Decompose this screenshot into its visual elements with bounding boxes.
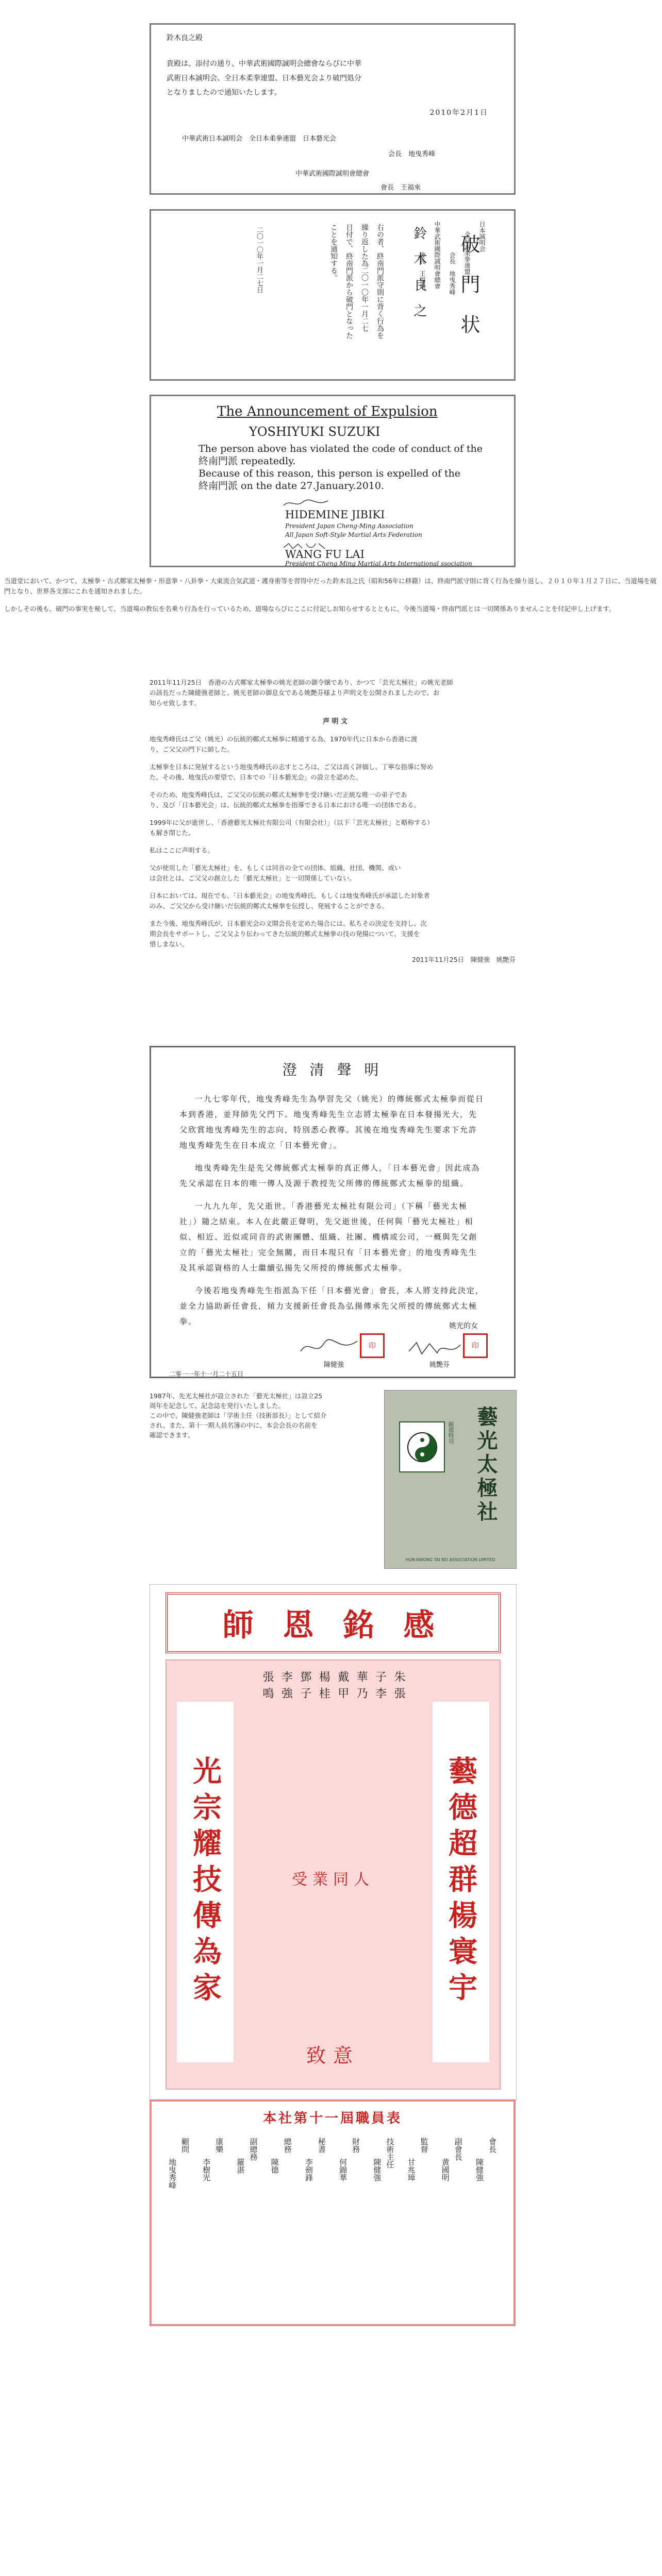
intro-paragraph: しかしその後も、破門の事実を秘して、当道場の教伝を名乗り行為を行っているため、道場ならびにここに付記しお知らせするとともに、今後当道場・終南門派とは一切関係ありませんことを付記申し上げます。 xyxy=(4,605,616,613)
officer-name: 李劍鋒 xyxy=(304,2158,313,2181)
officer-name: 地曳秀峰 xyxy=(168,2158,177,2189)
officer-role: 副總務 xyxy=(249,2138,258,2161)
officer-name: 陳健強 xyxy=(372,2158,382,2181)
english-announcement xyxy=(150,395,516,567)
hamon-title: 破 門 状 xyxy=(457,234,480,342)
statement-japanese xyxy=(150,677,521,965)
anniversary-line: 確認できます。 xyxy=(150,1431,194,1439)
statement-line: 私はここに声明する。 xyxy=(150,846,214,854)
statement-line: り、ご父父の門下に師した。 xyxy=(150,745,234,753)
banner-right-verse: 藝德超群楊寰宇 xyxy=(444,1756,478,2008)
chinese-signer-1: 陳健強 xyxy=(324,1361,344,1369)
officers-grid xyxy=(167,2138,498,2314)
banner-header xyxy=(166,1592,501,1653)
seal-yiu: 印 xyxy=(463,1333,488,1358)
banner-name-col: 李強 xyxy=(279,1671,293,1704)
statement-line: 日本においては、現在でも、「日本藝光会」の地曳秀峰氏、もしくは地曳秀峰氏が承認した対象者 xyxy=(150,892,430,900)
chinese-body xyxy=(179,1091,486,1329)
officer-name: 李樹光 xyxy=(202,2158,211,2181)
banner-left-verse: 光宗耀技傳為家 xyxy=(188,1756,222,2008)
hamon-line: 右の者、終南門派守則に背く行為を xyxy=(376,224,384,339)
officer-role: 秘書 xyxy=(317,2138,326,2153)
english-line: Because of this reason, this person is expelled of the xyxy=(198,468,461,479)
seal-chen: 印 xyxy=(360,1333,385,1358)
hamon-org: 日本誠明会 xyxy=(478,221,486,252)
statement-paragraph xyxy=(150,891,521,911)
statement-paragraph xyxy=(150,845,521,856)
statement-paragraph xyxy=(150,863,521,884)
statement-heading: 声 明 文 xyxy=(322,718,348,725)
chinese-paragraph: 一九七零年代，地曳秀峰先生為學習先父（姚光）的傳統鄭式太極拳而從日本到香港，並拜師先父門下。地曳秀峰先生立志將太極拳在日本發揚光大，先父欣賞地曳秀峰先生的志向，特別悉心教導。其後在地曳秀峰先生要求下允許地曳秀峰先生在日本成立「日本藝光會」。 xyxy=(179,1094,485,1150)
hamon-certificate xyxy=(150,209,516,381)
hamon-org: 全日本柔拳連盟 xyxy=(464,231,471,275)
notice-orgs: 中華武術日本誠明会 全日本柔拳連盟 日本藝光会 xyxy=(182,135,337,143)
officer-col xyxy=(372,2138,395,2314)
officer-role: 技術主任 xyxy=(385,2138,395,2168)
banner-name-col: 子李 xyxy=(373,1671,387,1704)
anniversary-line: 1987年、先光太極社が設立された「藝光太極社」は設立25 xyxy=(150,1392,323,1400)
officer-col xyxy=(235,2138,259,2314)
hamon-orgs xyxy=(164,221,487,295)
statement-line: 地曳秀峰氏はご父（姚光）の伝統的鄭式太極拳に精通する為、1970年代に日本から香港に渡 xyxy=(150,735,418,743)
notice-body xyxy=(167,57,361,100)
book-cover xyxy=(384,1390,517,1569)
notice-line: 武術日本誠明会、全日本柔拳連盟、日本藝光会より破門処分 xyxy=(167,74,361,82)
hamon-line: 日付で、終南門派から破門となった xyxy=(345,224,353,339)
officer-name: 陳德 xyxy=(270,2158,279,2174)
officer-col xyxy=(201,2138,225,2314)
book-vert-label: 銀禧特刊 xyxy=(448,1421,454,1444)
yin-yang-icon xyxy=(407,1432,438,1463)
english-signer-2: WANG FU LAI xyxy=(285,548,365,561)
officer-role: 財務 xyxy=(351,2138,361,2153)
officer-col xyxy=(406,2138,430,2314)
hamon-org: 會長 王福來 xyxy=(419,252,426,289)
statement-line: また今後、地曳秀峰氏が、日本藝光会の文開会長を定めた場合には、私ちその決定を支持し、次 xyxy=(150,920,427,927)
officer-role: 會長 xyxy=(487,2138,497,2153)
statement-paragraph xyxy=(150,734,521,755)
english-title: The Announcement of Expulsion xyxy=(217,404,438,419)
english-signer-1-title xyxy=(285,522,422,539)
anniversary-line: され、また、第十一期人員名簿の中に、本会会長の名前を xyxy=(150,1421,318,1429)
hamon-name: 鈴 木 良 之 xyxy=(411,226,427,321)
officer-role: 總務 xyxy=(283,2138,292,2153)
notice-org-2: 中華武術國際誠明會總會 xyxy=(295,170,370,178)
statement-line: た。その後、地曳氏の要望で、日本での「日本藝光会」の設立を認めた。 xyxy=(150,773,362,781)
signature-yiu xyxy=(406,1338,463,1359)
banner-name-col: 戴甲 xyxy=(336,1671,349,1704)
english-signer-1-role: All Japan Soft-Style Martial Arts Federation xyxy=(285,531,422,538)
notice-signer-1: 会長 地曳秀峰 xyxy=(388,150,436,158)
statement-line: り、及び「日本藝光会」は、伝統的鄭式太極拳を指導できる日本における唯一の団体である。 xyxy=(150,801,421,809)
english-signer-2-title: President Cheng Ming Martial Arts International ssociation xyxy=(285,560,472,567)
officer-col xyxy=(270,2138,293,2314)
banner-name-col: 楊桂 xyxy=(317,1671,330,1704)
statement-line: 惜しまない。 xyxy=(150,940,189,948)
officer-role: 顧問 xyxy=(180,2138,190,2153)
notice-signer-2: 會長 王福來 xyxy=(380,184,421,192)
statement-line: 期会長をサポートし、ご父父より伝わってきた伝統的鄭式太極拳の技の発揚について、支援を xyxy=(150,930,420,938)
hamon-org: 会長 地曳秀峰 xyxy=(449,252,456,295)
statement-paragraph xyxy=(150,762,521,783)
statement-date-sign: 2011年11月25日 陳健強 姚艶芬 xyxy=(411,956,516,963)
statement-line: 父が使用した「藝光太極社」を、もしくは同音の全ての団体、組織、社団、機関、或い xyxy=(150,864,401,872)
officer-name: 甘兆璋 xyxy=(406,2158,416,2181)
expulsion-notice-letter xyxy=(150,23,516,195)
officer-name: 黄國明 xyxy=(440,2158,450,2181)
officer-col xyxy=(304,2138,327,2314)
officer-role: 副會長 xyxy=(453,2138,463,2161)
officer-name: 陳健強 xyxy=(474,2158,484,2181)
statement-line: も解き閉じた。 xyxy=(150,829,195,837)
officer-name: 何錦華 xyxy=(338,2158,348,2181)
statement-paragraph xyxy=(150,919,521,950)
banner-names xyxy=(259,1671,407,1704)
book-title: 藝光太極社 xyxy=(474,1406,498,1524)
notice-addressee: 鈴木良之殿 xyxy=(167,34,203,42)
anniversary-text xyxy=(150,1391,376,1440)
officer-name: 羅湛 xyxy=(236,2158,245,2174)
banner-name-col: 鄧子 xyxy=(298,1671,311,1704)
banner-title: 師 恩 銘 感 xyxy=(222,1607,444,1643)
banner-body xyxy=(166,1659,501,2090)
chinese-paragraph: 一九九九年，先父逝世。「香港藝光太極社有限公司」（下稱「藝光太極社」）隨之結束。本人在此嚴正聲明，先父逝世後，任何與「藝光太極社」相似、相近、近似或同音的武術團體、組織、社團、機構或公司，一概與先父創立的「藝光太極社」完全無關，而日本現只有「日本藝光會」的地曳秀峰先生及其承認資格的人士繼續弘揚先父所授的傳統鄭式太極拳。 xyxy=(179,1201,478,1273)
statement-intro xyxy=(150,677,521,708)
statement-intro-line: の該長だった陳健強老師と、姚光老師の御息女である姚艶芬様より声明文を公開されましたので、お xyxy=(150,689,440,697)
chinese-date: 二零一一年十一月二十五日 xyxy=(169,1370,244,1378)
book-subtitle: HON KWONG TAI KEI ASSOCIATION LIMITED xyxy=(405,1557,495,1562)
notice-line: となりましたので通知いたします。 xyxy=(167,89,282,97)
officer-col xyxy=(338,2138,361,2314)
banner-name-col: 華乃 xyxy=(355,1671,368,1704)
signature-chen xyxy=(298,1336,360,1359)
officer-col xyxy=(474,2138,498,2314)
notice-line: 貴殿は、添付の通り、中華武術國際誠明会總會ならびに中華 xyxy=(167,60,361,68)
officer-col xyxy=(440,2138,464,2314)
hamon-org: 中華武術國際誠明會總會 xyxy=(434,221,441,289)
intro-text xyxy=(4,576,658,614)
statement-line: のみ、ご父父から受け継いだ伝統的鄭式太極拳を伝授し、発展することができる。 xyxy=(150,902,389,910)
statement-paragraph xyxy=(150,790,521,810)
anniversary-line: 周年を記念して、記念誌を発行いたしました。 xyxy=(150,1402,285,1410)
statement-line: 太極拳を日本に発展するという地曳秀峰氏の志すところは、ご父は高く評価し、丁寧な指導に努め xyxy=(150,763,434,771)
banner-name-col: 朱張 xyxy=(392,1671,405,1704)
statement-intro-line: 2011年11月25日 香港の古式鄭家太極拳の姚光老師の御令嬢であり、かつて「芸光太極社」の姚光老師 xyxy=(150,679,453,686)
statement-intro-line: 知らせ致します。 xyxy=(150,699,201,707)
statement-line: は会社とは、ご父父の創立した「藝光太極社」と一切関係していない。 xyxy=(150,874,356,882)
hamon-line: 繰り返した為二〇一〇年一月二七 xyxy=(360,224,369,332)
anniversary-line: この中で、陳健強老師は「学術主任（技術部長）」として紹介 xyxy=(150,1412,327,1419)
english-body xyxy=(198,443,483,492)
signature-1 xyxy=(283,498,329,509)
gratitude-banner xyxy=(150,1584,517,2100)
intro-paragraph: 当道堂において、かつて、太極拳・古式鄭家太極拳・形意拳・八卦拳・大東流合気武道・護身術等を習得中だった鈴木良之氏（昭和56年に移籍）は、終南門派守則に背く行為を繰り返し、２０１０年１月２７日に、当道場を破門となり、世界各支部にこれを通知されました。 xyxy=(4,577,657,595)
officer-col xyxy=(167,2138,191,2314)
banner-name-col: 張鳴 xyxy=(261,1671,274,1704)
english-signer-1-role: President Japan Cheng-Ming Association xyxy=(285,522,413,530)
banner-group: 受業同人 xyxy=(292,1871,374,1889)
english-line: 終南門派 repeatedly. xyxy=(198,455,296,467)
english-line: The person above has violated the code of conduct of the xyxy=(198,443,483,454)
chinese-statement xyxy=(150,1046,516,1378)
chinese-title: 澄 清 聲 明 xyxy=(282,1061,383,1078)
statement-line: そのため、地曳秀峰氏は、ご父父の伝統の鄭式太極拳を受け継いだ正統な唯一の弟子であ xyxy=(150,791,407,799)
banner-footer: 致意 xyxy=(306,2044,360,2067)
hamon-date: 二〇一〇年一月二七日 xyxy=(255,226,263,293)
chinese-paragraph: 今後若地曳秀峰先生指派為下任「日本藝光會」會長，本人將支持此決定，並全力協助新任會長，傾力支援新任會長為弘揚傳承先父所授的傳統鄭式太極拳。 xyxy=(179,1286,485,1326)
english-signer-1: HIDEMINE JIBIKI xyxy=(285,509,385,521)
officer-role: 監督 xyxy=(419,2138,429,2153)
english-name: YOSHIYUKI SUZUKI xyxy=(249,425,380,439)
chinese-paragraph: 地曳秀峰先生是先父傳統鄭式太極拳的真正傳人，「日本藝光會」因此成為先父承認在日本的唯一傳人及源于教授先父所傳的傳統鄭式太極拳的組織。 xyxy=(179,1163,481,1188)
statement-paragraph xyxy=(150,818,521,838)
statement-line: 1999年に父が逝世し、「香港藝光太極社有限公司（有限会社）」（以下「芸光太極社」と略称する） xyxy=(150,819,434,826)
hamon-line: ことを通知する。 xyxy=(329,224,338,281)
officers-title: 本社第十一屆職員表 xyxy=(262,2111,402,2126)
chinese-daughter-label: 姚光的女 xyxy=(449,1322,478,1330)
officer-role: 康樂 xyxy=(214,2138,224,2153)
officers-list xyxy=(150,2099,516,2326)
english-line: 終南門派 on the date 27.January.2010. xyxy=(198,480,385,492)
book-emblem xyxy=(399,1421,445,1472)
notice-date: 2010年2月1日 xyxy=(429,109,488,117)
chinese-signer-2: 姚艷芬 xyxy=(429,1361,450,1369)
